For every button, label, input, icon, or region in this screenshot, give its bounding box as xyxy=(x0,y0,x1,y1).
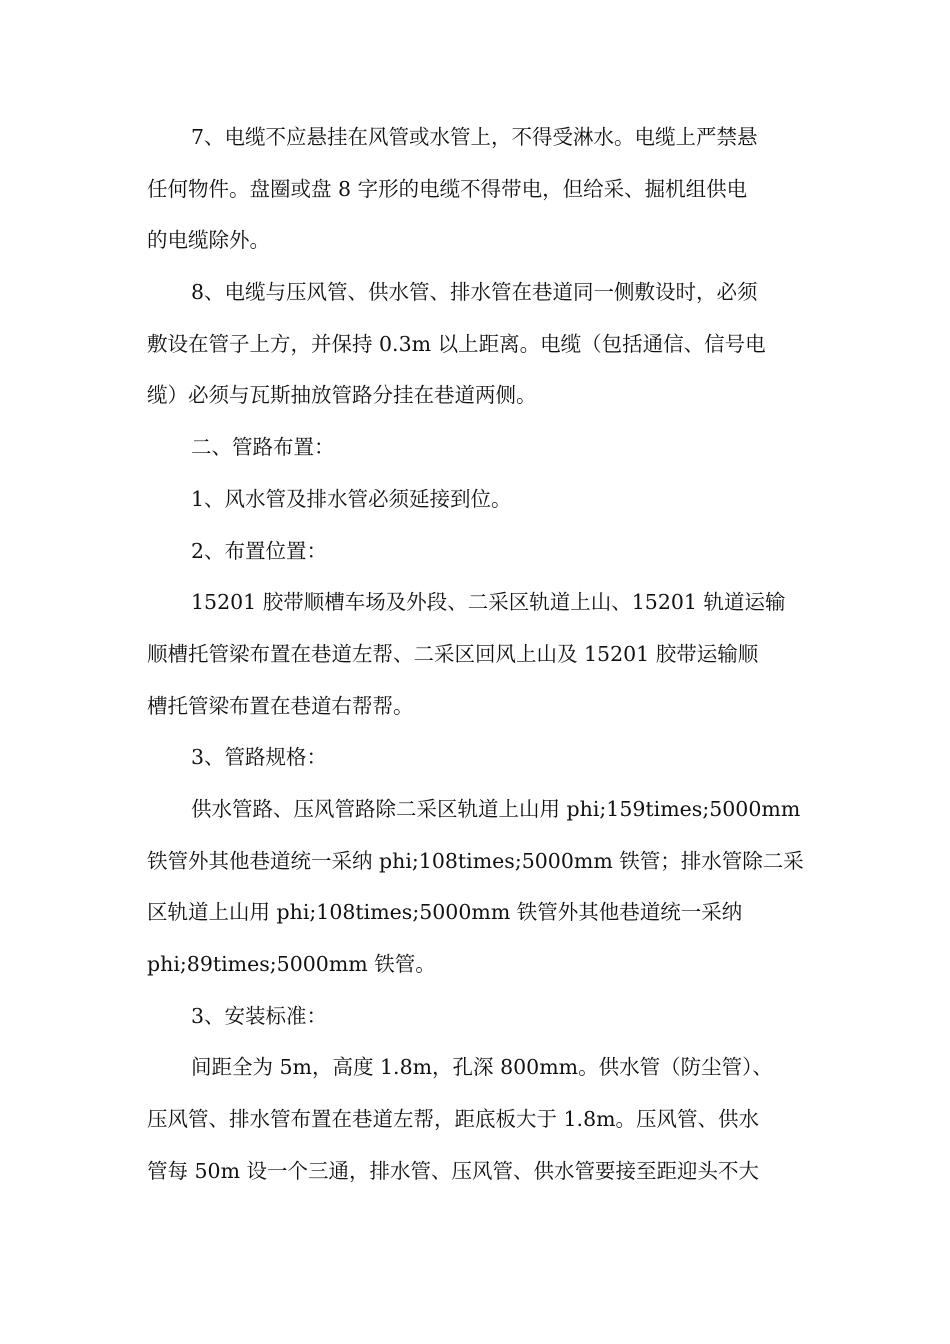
text-line: 任何物件。盘圈或盘 8 字形的电缆不得带电，但给采、掘机组供电 xyxy=(147,176,748,201)
text-line: 1、风水管及排水管必须延接到位。 xyxy=(191,486,512,511)
text-line: 管每 50m 设一个三通，排水管、压风管、供水管要接至距迎头不大 xyxy=(147,1158,760,1183)
section-heading: 二、管路布置： xyxy=(191,435,335,460)
text-line: 顺槽托管梁布置在巷道左帮、二采区回风上山及 15201 胶带运输顺 xyxy=(147,641,759,666)
text-line: phi;89times;5000mm 铁管。 xyxy=(147,952,436,976)
text-line: 间距全为 5m，高度 1.8m，孔深 800mm。供水管（防尘管）、 xyxy=(191,1055,773,1080)
text-line: 区轨道上山用 phi;108times;5000mm 铁管外其他巷道统一采纳 xyxy=(147,900,743,925)
text-line: 槽托管梁布置在巷道右帮帮。 xyxy=(147,693,414,718)
text-line: 15201 胶带顺槽车场及外段、二采区轨道上山、15201 轨道运输 xyxy=(191,590,786,615)
text-line: 的电缆除外。 xyxy=(147,228,270,253)
text-line: 铁管外其他巷道统一采纳 phi;108times;5000mm 铁管；排水管除二采 xyxy=(147,848,804,873)
text-line: 2、布置位置： xyxy=(191,538,328,563)
text-line: 压风管、排水管布置在巷道左帮，距底板大于 1.8m。压风管、供水 xyxy=(147,1107,760,1132)
text-line: 7、电缆不应悬挂在风管或水管上，不得受淋水。电缆上严禁悬 xyxy=(191,125,758,149)
text-line: 缆）必须与瓦斯抽放管路分挂在巷道两侧。 xyxy=(147,383,537,408)
text-line: 3、安装标准： xyxy=(191,1003,328,1028)
text-line: 3、管路规格： xyxy=(191,745,328,770)
text-line: 8、电缆与压风管、供水管、排水管在巷道同一侧敷设时，必须 xyxy=(191,280,758,305)
text-line: 供水管路、压风管路除二采区轨道上山用 phi;159times;5000mm xyxy=(191,796,801,821)
document-body xyxy=(147,112,807,1197)
text-line: 敷设在管子上方，并保持 0.3m 以上距离。电缆（包括通信、信号电 xyxy=(147,331,766,356)
